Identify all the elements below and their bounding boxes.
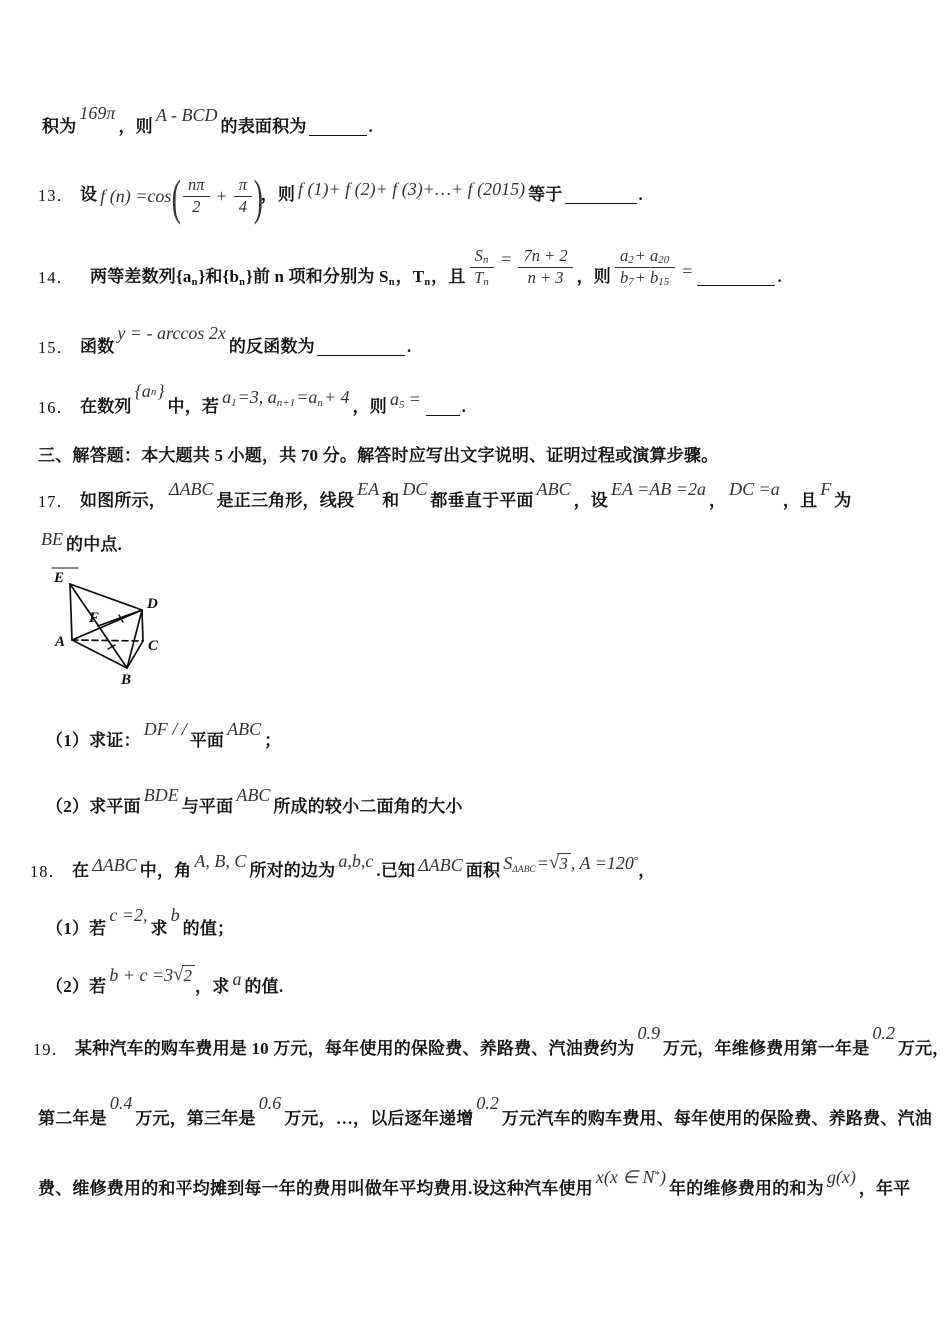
q16-text-seq: 在数列	[80, 396, 132, 416]
q17p1-number: （1）	[46, 730, 90, 750]
q16-period: .	[461, 396, 467, 416]
q14-f1-den-base: T	[474, 268, 484, 288]
q13-fraction-1	[183, 176, 210, 217]
q16-a-subn: n	[317, 396, 323, 409]
question-17-line2	[38, 528, 122, 556]
q17p1-semicolon: ；	[264, 730, 282, 750]
q18-comma: ，	[638, 860, 656, 880]
vertex-label-D: D	[147, 596, 158, 612]
q19c-text-1: 费、维修费用的和平均摊到每一年的费用叫做年平均费用.设这种汽车使用	[38, 1178, 593, 1198]
q16-a5-sub: 5	[398, 398, 405, 411]
q18-s-base: S	[503, 853, 513, 874]
q18-sqrt3	[549, 853, 571, 874]
question-18-part2	[46, 956, 283, 998]
q17p1-math-abc: ABC	[227, 719, 262, 740]
q14-text-1: 两等差数列{a	[90, 266, 192, 286]
vertex-label-E: E	[54, 570, 65, 586]
question-17-part2	[46, 778, 463, 818]
q16-eq3a: =3, a	[237, 387, 277, 407]
q12-text-post: 的表面积为	[220, 116, 307, 136]
q18-number: 18．	[30, 862, 66, 881]
q18p2-bc3: b + c =3	[109, 965, 174, 986]
q18p2-text-find: ，求	[195, 976, 230, 996]
q19b-math-06: 0.6	[258, 1093, 282, 1114]
q12-answer-blank	[309, 131, 367, 136]
section-3-header	[38, 441, 718, 467]
q18-a-120: , A =120	[570, 853, 634, 874]
q17p1-text-plane: 平面	[189, 730, 225, 750]
edge-ED	[70, 584, 142, 610]
q14-fraction-sn-tn	[470, 247, 495, 288]
q19c-text-3: ，年平	[858, 1178, 911, 1198]
radical-sign: √	[173, 963, 184, 985]
q18-text-angle: 中，角	[139, 860, 192, 880]
q17-text-7: ，且	[782, 490, 818, 510]
q13-number: 13．	[38, 186, 74, 205]
q14-text-3: }前 n 项和分别为 S	[245, 266, 389, 286]
q15-period: .	[406, 336, 412, 356]
q14-sub-sn: n	[388, 277, 395, 288]
q19-number: 19．	[33, 1040, 69, 1059]
q19c-x-open: x(x ∈ N	[595, 1167, 655, 1188]
q19-math-09: 0.9	[637, 1023, 660, 1044]
q18-math-triangle2: ΔABC	[418, 855, 463, 876]
q17-text-midpoint: 的中点.	[66, 534, 123, 554]
q14-sub-tn: n	[424, 277, 431, 288]
q18p2-sqrt2	[173, 965, 195, 986]
q18p2-text-value: 的值.	[244, 976, 284, 996]
q16-math-a5	[387, 389, 424, 410]
q16-a5-base: a	[389, 389, 399, 409]
q14-sub-an: n	[191, 277, 198, 288]
q16-answer-blank	[426, 411, 460, 416]
q18p1-text-find: 求	[150, 918, 168, 938]
q19b-text-2: 万元，第三年是	[135, 1108, 256, 1128]
q13-frac2-numerator: π	[234, 176, 252, 197]
q18-math-abc-angles: A, B, C	[194, 851, 247, 872]
q16-a5-equals: =	[408, 389, 421, 409]
q14-f1-num-sub: n	[482, 254, 489, 267]
q12-text-pre: 积为	[42, 116, 77, 136]
q14-f3-num-plus: + a	[634, 246, 659, 266]
q14-answer-blank	[697, 281, 775, 286]
q19b-text-1: 第二年是	[38, 1108, 107, 1128]
q16-a-subn1: n+1	[276, 396, 296, 409]
q14-f3-den-sub1: 7	[628, 276, 634, 289]
q14-period: .	[777, 266, 782, 286]
question-18-part1	[46, 900, 234, 940]
q19c-x-close: )	[660, 1167, 667, 1188]
q18p2-text-if: 若	[89, 976, 107, 996]
q14-f3-num-sub2: 20	[658, 254, 670, 267]
q18-degree-sign: °	[633, 854, 639, 867]
q14-f2-numerator: 7n + 2	[518, 247, 572, 268]
q18-math-triangle1: ΔABC	[92, 855, 137, 876]
q17p2-math-bde: BDE	[143, 785, 179, 806]
q17-math-triangle: ΔABC	[169, 479, 214, 500]
q18p1-math-b: b	[170, 905, 180, 926]
q13-math-fn: f (n) =cos	[100, 186, 172, 207]
q17p2-number: （2）	[46, 796, 90, 816]
q18-text-area: 面积	[465, 860, 501, 880]
question-14	[38, 234, 782, 288]
q14-sub-bn: n	[239, 277, 245, 288]
question-12-tail	[42, 103, 373, 138]
edge-AC-dashed	[72, 640, 143, 641]
q17-math-be: BE	[41, 529, 63, 550]
q19b-math-04: 0.4	[109, 1093, 133, 1114]
q17-text-8: 为	[834, 490, 852, 510]
q18-equals: =	[536, 853, 549, 874]
q14-text-then: ，则	[576, 266, 612, 286]
q13-frac1-numerator: nπ	[183, 176, 210, 197]
q17-text-2: 是正三角形，线段	[216, 490, 355, 510]
q17-math-dc: DC	[402, 479, 428, 500]
q12-period: .	[368, 116, 373, 136]
geometry-figure	[40, 560, 200, 705]
question-16	[38, 381, 466, 418]
q18p1-math-c2: c =2,	[109, 905, 148, 926]
edge-EA	[70, 584, 72, 640]
q18p2-math-a: a	[232, 969, 242, 990]
question-19-line2	[38, 1088, 932, 1130]
q19c-math-gx: g(x)	[826, 1167, 856, 1188]
question-19-line1	[33, 1018, 950, 1060]
q14-f3-num-sub1: 2	[628, 254, 634, 267]
q14-f3-num-a1: a	[620, 246, 629, 266]
q16-set-open: {a	[134, 381, 151, 401]
q16-plus4: + 4	[323, 387, 350, 407]
q19b-text-3: 万元，…，以后逐年递增	[284, 1108, 474, 1128]
vertex-label-B: B	[121, 672, 132, 688]
q14-text-2: }和{b	[198, 266, 240, 286]
q16-text-then: ，则	[352, 396, 387, 416]
q13-frac1-denominator: 2	[192, 197, 201, 217]
q15-answer-blank	[317, 351, 405, 356]
q17-math-dc-a: DC =a	[729, 479, 780, 500]
edge-DC	[142, 610, 143, 641]
q19-text-2: 万元，年维修费用第一年是	[663, 1038, 870, 1058]
q18-s-sub: ΔABC	[512, 865, 536, 875]
q14-f1-num-base: S	[474, 246, 483, 266]
q16-set-sub: n	[150, 385, 157, 398]
vertex-label-A: A	[55, 634, 66, 650]
q12-math-volume: 169π	[79, 103, 116, 123]
q17-math-abc: ABC	[536, 479, 571, 500]
q18p1-text-if: 若	[89, 918, 107, 938]
q17p1-text-prove: 求证：	[89, 730, 141, 750]
section-3-title: 三、解答题：本大题共 5 小题，共 70 分。解答时应写出文字说明、证明过程或演算步骤。	[38, 445, 719, 465]
q13-answer-blank	[565, 199, 637, 204]
q13-frac2-denominator: 4	[238, 197, 247, 217]
q15-math-arccos: y = - arccos 2x	[117, 323, 226, 344]
q16-eq-an: =a	[296, 387, 318, 407]
q18-radicand: 3	[557, 853, 571, 874]
q17p2-math-abc: ABC	[236, 785, 271, 806]
q15-text-inverse: 的反函数为	[228, 336, 315, 356]
q13-period: .	[638, 184, 643, 204]
q17p2-text-angle: 所成的较小二面角的大小	[273, 796, 463, 816]
q14-fraction-a-b	[615, 247, 675, 288]
q14-number: 14．	[38, 268, 74, 287]
question-17-part1	[46, 712, 281, 752]
question-18	[30, 842, 655, 882]
q16-text-if: 中，若	[167, 396, 220, 416]
q16-math-recurrence	[219, 387, 352, 408]
q17-math-f: F	[820, 479, 832, 500]
q17p2-text-plane2: 与平面	[181, 796, 234, 816]
q14-f3-den-b1: b	[620, 268, 629, 288]
q13-text-let: 设	[80, 184, 98, 204]
right-paren: )	[253, 168, 263, 225]
q18p1-text-value: 的值；	[182, 918, 235, 938]
q19-text-1: 某种汽车的购车费用是 10 万元，每年使用的保险费、养路费、汽油费约为	[75, 1038, 635, 1058]
q14-equals-2: =	[682, 261, 693, 282]
q18-text-in: 在	[72, 860, 90, 880]
q17-math-ea-ab: EA =AB =2a	[611, 479, 706, 500]
q17p1-math-df-parallel: DF / /	[143, 719, 187, 740]
edge-AB	[72, 640, 127, 668]
q16-a-sub1: 1	[231, 396, 237, 409]
q14-f3-den-plus: + b	[634, 268, 659, 288]
edge-BC	[127, 641, 143, 668]
q12-math-solid: A - BCD	[155, 105, 218, 125]
q16-a: a	[222, 387, 232, 407]
q14-f1-den-sub: n	[483, 276, 489, 289]
q13-cos-expression	[97, 168, 263, 225]
q17p2-text-plane1: 求平面	[89, 796, 141, 816]
q18-math-area-formula	[500, 853, 638, 874]
q19c-text-2: 年的维修费用的和为	[669, 1178, 824, 1198]
q14-text-5: ，且	[431, 266, 466, 286]
q18-math-abc-sides: a,b,c	[338, 851, 374, 872]
q19b-text-4: 万元汽车的购车费用、每年使用的保险费、养路费、汽油	[501, 1108, 932, 1128]
q17-text-5: ，设	[573, 490, 608, 510]
q19c-n-star: *	[654, 1169, 661, 1182]
q14-text-4: ，T	[395, 266, 425, 286]
q16-set-close: }	[157, 381, 165, 401]
q18p2-math-bc	[106, 965, 195, 986]
q18-text-sides: 所对的边为	[249, 860, 336, 880]
q17-text-4: 都垂直于平面	[430, 490, 534, 510]
vertex-label-C: C	[148, 638, 159, 654]
question-17-line1	[38, 470, 851, 512]
q14-f3-den-sub2: 15	[658, 276, 670, 289]
q17-text-6: ，	[708, 490, 727, 510]
question-15	[38, 322, 411, 358]
radical-sign: √	[548, 851, 560, 873]
q16-math-an-set	[132, 381, 168, 402]
q14-f2-denominator: n + 3	[527, 268, 564, 288]
q13-plus-sign: +	[216, 186, 227, 207]
q13-text-then: ，则	[260, 184, 296, 204]
q14-equals-1: =	[501, 249, 512, 270]
question-13	[38, 152, 643, 225]
q17-math-ea: EA	[357, 479, 380, 500]
q18p1-number: （1）	[46, 918, 90, 938]
q17-text-1: 如图所示，	[80, 490, 166, 510]
q13-text-equals: 等于	[528, 184, 563, 204]
q17-text-3: 和	[382, 490, 400, 510]
q12-text-then: ，则	[118, 116, 153, 136]
q19b-math-02: 0.2	[476, 1093, 499, 1114]
q19-math-02: 0.2	[872, 1023, 895, 1044]
edge-DB	[127, 610, 142, 668]
q14-fraction-7n2	[518, 247, 572, 288]
q15-text-func: 函数	[80, 336, 115, 356]
q18-text-known: .已知	[376, 860, 416, 880]
q13-math-series: f (1)+ f (2)+ f (3)+…+ f (2015)	[298, 179, 526, 200]
question-19-line3	[38, 1158, 910, 1200]
q19-text-3: 万元，	[897, 1038, 950, 1058]
q17-number: 17．	[38, 492, 74, 511]
vertex-label-F: F	[89, 610, 100, 626]
q18p2-number: （2）	[46, 976, 90, 996]
q19c-math-x-domain	[593, 1167, 669, 1188]
q18p2-radicand: 2	[182, 965, 196, 986]
q15-number: 15．	[38, 338, 74, 357]
left-paren: (	[172, 168, 182, 225]
q13-fraction-2	[234, 176, 252, 217]
q16-number: 16．	[38, 397, 74, 417]
